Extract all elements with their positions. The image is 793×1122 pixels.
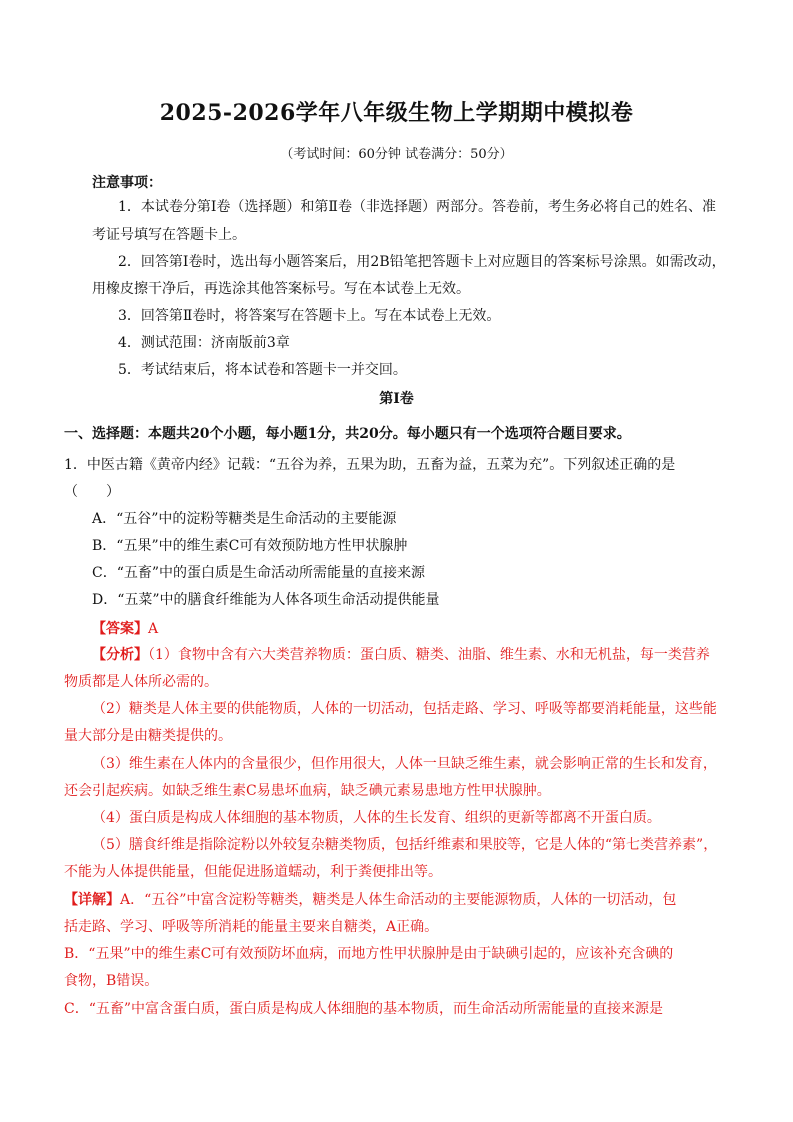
analysis-line-4: 量大部分是由糖类提供的。 xyxy=(64,728,232,744)
exam-info: （考试时间：60分钟 试卷满分：50分） xyxy=(280,147,513,162)
detail-text-a: A．“五谷”中富含淀粉等糖类，糖类是人体生命活动的主要能源物质，人体的一切活动，包 xyxy=(120,892,677,908)
notes-heading: 注意事项： xyxy=(92,175,162,191)
question-1-stem-line-2: （ ） xyxy=(64,484,120,500)
detail-line-3: B．“五果”中的维生素C可有效预防坏血病，而地方性甲状腺肿是由于缺碘引起的，应该补充含碘的 xyxy=(64,946,674,962)
option-b: B．“五果”中的维生素C可有效预防地方性甲状腺肿 xyxy=(92,538,408,554)
answer-label: 【答案】 xyxy=(92,621,148,637)
note-2-line-2: 用橡皮擦干净后，再选涂其他答案标号。写在本试卷上无效。 xyxy=(92,281,470,297)
note-5: 5．考试结束后，将本试卷和答题卡一并交回。 xyxy=(118,362,407,378)
option-a: A．“五谷”中的淀粉等糖类是生命活动的主要能源 xyxy=(92,511,397,527)
note-3: 3．回答第Ⅱ卷时，将答案写在答题卡上。写在本试卷上无效。 xyxy=(118,308,501,324)
page-title: 2025-2026学年八年级生物上学期期中模拟卷 xyxy=(159,100,634,126)
analysis-line-8: （5）膳食纤维是指除淀粉以外较复杂糖类物质，包括纤维素和果胶等，它是人体的“第七类营养素”， xyxy=(92,837,718,853)
detail-label: 【详解】 xyxy=(64,892,120,908)
detail-line-2: 括走路、学习、呼吸等所消耗的能量主要来自糖类，A正确。 xyxy=(64,919,439,935)
answer-line xyxy=(92,620,158,638)
detail-line-4: 食物，B错误。 xyxy=(64,973,159,989)
detail-line-5: C．“五畜”中富含蛋白质，蛋白质是构成人体细胞的基本物质，而生命活动所需能量的直接来源是 xyxy=(64,1001,664,1017)
section-title: 第Ⅰ卷 xyxy=(379,391,414,407)
note-1-line-1: 1．本试卷分第Ⅰ卷（选择题）和第Ⅱ卷（非选择题）两部分。答卷前，考生务必将自己的姓名、准 xyxy=(118,199,716,215)
question-1-stem-line-1: 1．中医古籍《黄帝内经》记载：“五谷为养，五果为助，五畜为益，五菜为充”。下列叙述正确的是 xyxy=(64,457,676,473)
analysis-line-5: （3）维生素在人体内的含量很少，但作用很大，人体一旦缺乏维生素，就会影响正常的生长和发育， xyxy=(92,756,717,772)
analysis-line-2: 物质都是人体所必需的。 xyxy=(64,674,218,690)
option-d: D．“五菜”中的膳食纤维能为人体各项生命活动提供能量 xyxy=(92,592,440,608)
analysis-line-1 xyxy=(92,646,710,664)
analysis-line-3: （2）糖类是人体主要的供能物质，人体的一切活动，包括走路、学习、呼吸等都要消耗能量，这些能 xyxy=(92,701,717,717)
analysis-text-1: （1）食物中含有六大类营养物质：蛋白质、糖类、油脂、维生素、水和无机盐，每一类营养 xyxy=(148,647,710,663)
note-2-line-1: 2．回答第Ⅰ卷时，选出每小题答案后，用2B铅笔把答题卡上对应题目的答案标号涂黑。如需改动， xyxy=(118,254,726,270)
option-c: C．“五畜”中的蛋白质是生命活动所需能量的直接来源 xyxy=(92,565,426,581)
analysis-label: 【分析】 xyxy=(92,647,148,663)
answer-value: A xyxy=(148,621,159,637)
note-4: 4．测试范围：济南版前3章 xyxy=(118,335,290,351)
analysis-line-7: （4）蛋白质是构成人体细胞的基本物质，人体的生长发育、组织的更新等都离不开蛋白质。 xyxy=(92,810,661,826)
note-1-line-2: 考证号填写在答题卡上。 xyxy=(92,227,246,243)
analysis-line-9: 不能为人体提供能量，但能促进肠道蠕动，利于粪便排出等。 xyxy=(64,864,442,880)
analysis-line-6: 还会引起疾病。如缺乏维生素C易患坏血病，缺乏碘元素易患地方性甲状腺肿。 xyxy=(64,783,551,799)
part-heading: 一、选择题：本题共20个小题，每小题1分，共20分。每小题只有一个选项符合题目要求。 xyxy=(64,426,631,442)
detail-line-1 xyxy=(64,891,676,909)
